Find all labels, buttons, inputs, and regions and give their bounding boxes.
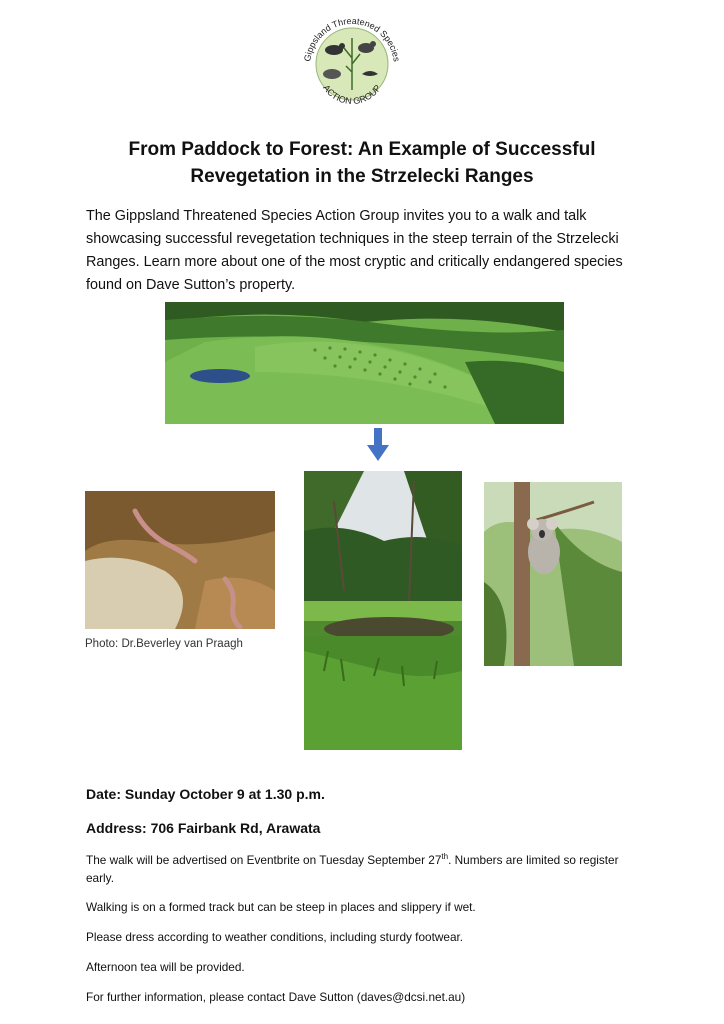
dress-note: Please dress according to weather conditions, including sturdy footwear.: [86, 930, 464, 944]
intro-paragraph: The Gippsland Threatened Species Action Group invites you to a walk and talk showcasing successful revegetation techniques in the steep terrain of the Strzelecki Ranges. Learn more about one of the most cryptic and critically endangered species found on Dave Sutton’s property.: [86, 208, 623, 293]
koala-photo: [484, 482, 622, 666]
event-date: Date: Sunday October 9 at 1.30 p.m.: [86, 786, 325, 802]
paddock-photo: [165, 302, 564, 424]
ordinal-suffix: th: [441, 852, 449, 862]
gtsag-logo: [292, 8, 412, 108]
logo-bottom-text: ACTION GROUP: [321, 82, 383, 107]
eventbrite-note-end: . Numbers are limited so register early.: [86, 853, 619, 885]
eventbrite-note: [86, 851, 646, 887]
down-arrow-icon: [367, 428, 389, 462]
title-line-2: Revegetation in the Strzelecki Ranges: [190, 166, 534, 187]
walking-note: Walking is on a formed track but can be steep in places and slippery if wet.: [86, 900, 476, 914]
logo-arc-text: Gippsland Threatened Species: [302, 15, 402, 63]
contact-note: For further information, please contact Dave Sutton (daves@dcsi.net.au): [86, 990, 466, 1004]
earthworm-photo: [85, 491, 275, 629]
event-address: Address: 706 Fairbank Rd, Arawata: [86, 820, 321, 836]
eventbrite-note-start: The walk will be advertised on Eventbrite on Tuesday September 27: [86, 853, 442, 867]
photo-credit: Photo: Dr.Beverley van Praagh: [85, 638, 243, 650]
page-title: [60, 136, 664, 190]
title-line-1: From Paddock to Forest: An Example of Successful: [128, 139, 596, 160]
forest-pond-photo: [304, 471, 462, 750]
afternoon-tea-note: Afternoon tea will be provided.: [86, 960, 245, 974]
